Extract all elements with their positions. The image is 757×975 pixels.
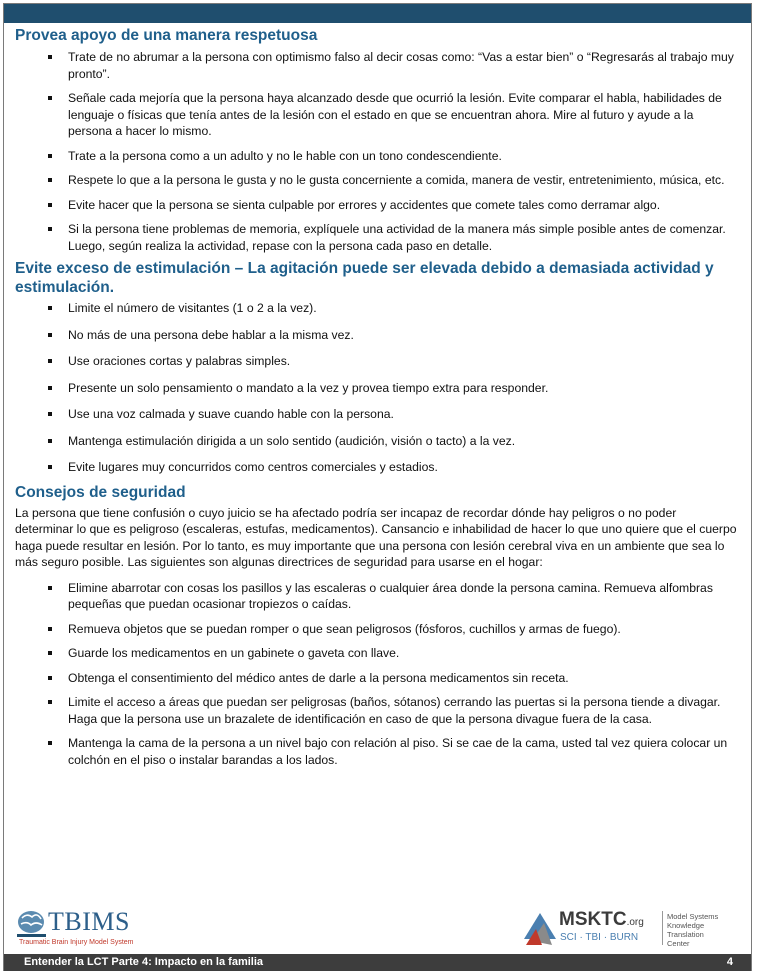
msktc-name — [559, 909, 644, 934]
msktc-sub: SCI · TBI · BURN — [560, 932, 639, 943]
document-page — [3, 3, 752, 971]
msktc-desc-line: Model Systems — [667, 912, 719, 921]
list-item: Limite el número de visitantes (1 o 2 a la vez). — [15, 300, 737, 317]
footer-title: Entender la LCT Parte 4: Impacto en la familia — [24, 956, 264, 968]
list-item: Remueva objetos que se puedan romper o que sean peligrosos (fósforos, cuchillos y armas de fuego). — [15, 621, 737, 638]
footer-bar — [4, 954, 751, 971]
top-banner — [4, 4, 751, 23]
section-heading-overstimulation: Evite exceso de estimulación – La agitación puede ser elevada debido a demasiada actividad y estimulación. — [15, 260, 714, 296]
safety-intro-paragraph: La persona que tiene confusión o cuyo juicio se ha afectado podría ser incapaz de recordar dónde hay peligros o no poder determinar lo que es peligroso (escaleras, estufas, medicamentos). Cansancio e inhabilidad de hacer lo que uno quiere que el cuerpo haga puede resultar en lesión. Por lo tanto, es muy importante que una persona con lesión cerebral viva en un ambiente que sea lo más seguro posible. Las siguientes son algunas directrices de seguridad para usarse en el hogar: — [15, 505, 737, 569]
list-item: Trate de no abrumar a la persona con optimismo falso al decir cosas como: “Vas a estar bien” o “Regresarás al trabajo muy pronto”. — [15, 49, 737, 82]
list-item: No más de una persona debe hablar a la misma vez. — [15, 327, 737, 344]
list-item: Trate a la persona como a un adulto y no le hable con un tono condescendiente. — [15, 148, 737, 165]
section-heading-respectful-support: Provea apoyo de una manera respetuosa — [15, 27, 318, 44]
list-item: Limite el acceso a áreas que puedan ser peligrosas (baños, sótanos) cerrando las puertas si la persona tiende a divagar. Haga que la persona use un brazalete de identificación en caso de que la persona divague fuera de la casa. — [15, 694, 737, 727]
msktc-desc — [667, 912, 742, 948]
page-content — [15, 26, 737, 768]
list-item: Evite lugares muy concurridos como centros comerciales y estadios. — [15, 459, 737, 476]
tbims-logo-tagline: Traumatic Brain Injury Model System — [19, 939, 134, 946]
msktc-divider — [662, 911, 663, 945]
list-item: Elimine abarrotar con cosas los pasillos y las escaleras o cualquier área donde la persona camina. Remueva alfombras pequeñas que puedan ocasionar tropiezos o caídas. — [15, 580, 737, 613]
tbims-logo-text: TBIMS — [48, 907, 130, 936]
page-number: 4 — [726, 956, 733, 968]
respectful-support-list — [15, 49, 737, 254]
list-item: Use una voz calmada y suave cuando hable con la persona. — [15, 406, 737, 423]
msktc-desc-line: Center — [667, 939, 690, 948]
msktc-logo — [522, 907, 742, 951]
list-item: Respete lo que a la persona le gusta y no le gusta concerniente a comida, manera de vestir, entretenimiento, música, etc. — [15, 172, 737, 189]
list-item: Evite hacer que la persona se sienta culpable por errores y accidentes que comete tales como derramar algo. — [15, 197, 737, 214]
list-item: Obtenga el consentimiento del médico antes de darle a la persona medicamentos sin receta. — [15, 670, 737, 687]
safety-list — [15, 580, 737, 769]
msktc-org-text: .org — [626, 917, 644, 928]
list-item: Si la persona tiene problemas de memoria, explíquele una actividad de la manera más simple posible antes de comenzar. Luego, según realiza la actividad, repase con la persona cada paso en detalle. — [15, 221, 737, 254]
list-item: Guarde los medicamentos en un gabinete o gaveta con llave. — [15, 645, 737, 662]
msktc-desc-line: Knowledge Translation — [667, 921, 705, 939]
list-item: Use oraciones cortas y palabras simples. — [15, 353, 737, 370]
list-item: Presente un solo pensamiento o mandato a la vez y provea tiempo extra para responder. — [15, 380, 737, 397]
msktc-name-text: MSKTC — [559, 909, 627, 930]
list-item: Mantenga estimulación dirigida a un solo sentido (audición, visión o tacto) a la vez. — [15, 433, 737, 450]
msktc-mark-icon — [522, 909, 558, 949]
list-item: Mantenga la cama de la persona a un nivel bajo con relación al piso. Si se cae de la cama, usted tal vez quiera colocar un colchón en el piso o instalar barandas a los lados. — [15, 735, 737, 768]
tbims-logo — [17, 908, 177, 948]
section-heading-safety-tips: Consejos de seguridad — [15, 483, 186, 501]
list-item: Señale cada mejoría que la persona haya alcanzado desde que ocurrió la lesión. Evite comparar el habla, habilidades de lenguaje o físicas que tenía antes de la lesión con el estado en que se encuentran ahora. Mire al futuro y ayude a la persona a hacer lo mismo. — [15, 90, 737, 140]
overstimulation-list — [15, 300, 737, 476]
